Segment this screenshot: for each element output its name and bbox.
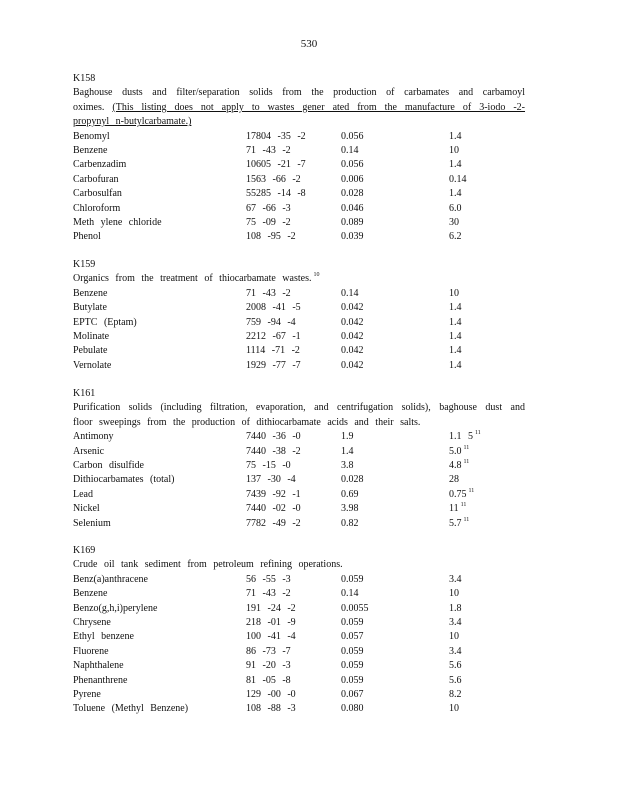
table-row	[73, 445, 525, 459]
cas-number: 759 -94 -4	[246, 316, 296, 328]
wastewater-standard: 0.028	[341, 474, 364, 486]
value-text: 11	[449, 503, 459, 515]
value-text: 1.8	[449, 602, 462, 614]
table-row	[73, 158, 525, 172]
value-text: 4.8	[449, 459, 462, 471]
footnote-ref: 11	[463, 444, 470, 451]
constituent-name: Benzene	[73, 145, 108, 156]
wastewater-standard: 0.059	[341, 573, 364, 585]
nonwastewater-standard	[449, 645, 462, 659]
constituent-table	[73, 130, 525, 245]
cas-number: 7440 -02 -0	[246, 503, 301, 515]
value-text: 3.4	[449, 616, 462, 628]
section-k158	[73, 72, 525, 245]
table-row	[73, 330, 525, 344]
constituent-name: Dithiocarbamates (total)	[73, 474, 175, 486]
constituent-name: EPTC (Eptam)	[73, 316, 137, 328]
constituent-name: Benzene	[73, 588, 108, 600]
value-text: 0.75	[449, 488, 467, 500]
nonwastewater-standard	[449, 287, 459, 301]
value-text: 1.4	[449, 159, 462, 171]
value-text: 5.7	[449, 517, 462, 529]
wastewater-standard: 0.039	[341, 231, 364, 243]
table-row	[73, 602, 525, 616]
value-text: 10	[449, 145, 459, 156]
cas-number: 1563 -66 -2	[246, 173, 301, 185]
nonwastewater-standard	[449, 488, 474, 502]
wastewater-standard: 0.0055	[341, 602, 369, 614]
value-text: 8.2	[449, 688, 462, 700]
cas-number: 75 -15 -0	[246, 459, 291, 471]
nonwastewater-standard	[449, 301, 462, 315]
cas-number: 67 -66 -3	[246, 202, 291, 214]
nonwastewater-standard	[449, 602, 462, 616]
nonwastewater-standard	[449, 173, 467, 187]
constituent-name: Fluorene	[73, 645, 109, 657]
cas-number: 71 -43 -2	[246, 145, 291, 156]
wastewater-standard: 0.056	[341, 159, 364, 171]
table-row	[73, 517, 525, 531]
value-text: 10	[449, 287, 459, 299]
table-row	[73, 344, 525, 358]
wastewater-standard: 0.046	[341, 202, 364, 214]
nonwastewater-standard	[449, 445, 469, 459]
cas-number: 108 -88 -3	[246, 703, 296, 715]
constituent-table	[73, 430, 525, 531]
table-row	[73, 587, 525, 601]
constituent-name: Toluene (Methyl Benzene)	[73, 703, 189, 715]
value-text: 28	[449, 474, 459, 486]
description-text: Baghouse dusts and filter/separation solids from the production of carbamates and carbamoyl oximes.	[73, 87, 525, 113]
table-row	[73, 674, 525, 688]
wastewater-standard: 0.028	[341, 188, 364, 200]
wastewater-standard: 0.059	[341, 674, 364, 686]
table-row	[73, 702, 525, 716]
constituent-name: Benz(a)anthracene	[73, 573, 148, 585]
constituent-name: Carbon disulfide	[73, 459, 144, 471]
section-k159	[73, 258, 525, 373]
constituent-name: Chloroform	[73, 202, 121, 214]
constituent-name: Arsenic	[73, 445, 105, 457]
nonwastewater-standard	[449, 473, 459, 487]
table-row	[73, 230, 525, 244]
value-text: 0.14	[449, 173, 467, 185]
value-text: 10	[449, 703, 459, 715]
wastewater-standard: 0.059	[341, 645, 364, 657]
nonwastewater-standard	[449, 688, 462, 702]
wastewater-standard: 0.042	[341, 345, 364, 357]
table-row	[73, 430, 525, 444]
constituent-name: Meth ylene chloride	[73, 216, 162, 228]
value-text: 5.6	[449, 660, 462, 672]
table-row	[73, 616, 525, 630]
nonwastewater-standard	[449, 573, 462, 587]
waste-description	[73, 272, 525, 286]
cas-number: 71 -43 -2	[246, 287, 291, 299]
constituent-name: Antimony	[73, 431, 114, 443]
table-row	[73, 488, 525, 502]
cas-number: 129 -00 -0	[246, 688, 296, 700]
value-text: 3.4	[449, 573, 462, 585]
cas-number: 7440 -36 -0	[246, 431, 301, 443]
cas-number: 7439 -92 -1	[246, 488, 301, 500]
nonwastewater-standard	[449, 630, 459, 644]
constituent-name: Naphthalene	[73, 660, 124, 672]
constituent-name: Carbofuran	[73, 173, 119, 185]
table-row	[73, 130, 525, 144]
footnote-ref: 11	[463, 458, 470, 465]
constituent-name: Molinate	[73, 330, 110, 342]
nonwastewater-standard	[449, 202, 462, 216]
table-row	[73, 688, 525, 702]
cas-number: 7440 -38 -2	[246, 445, 301, 457]
waste-description	[73, 401, 525, 430]
wastewater-standard: 0.080	[341, 703, 364, 715]
wastewater-standard: 0.059	[341, 660, 364, 672]
table-row	[73, 216, 525, 230]
nonwastewater-standard	[449, 587, 459, 601]
waste-code: K169	[73, 545, 96, 556]
value-text: 1.4	[449, 316, 462, 328]
nonwastewater-standard	[449, 158, 462, 172]
nonwastewater-standard	[449, 517, 469, 531]
constituent-name: Carbenzadim	[73, 159, 127, 171]
constituent-name: Vernolate	[73, 359, 112, 371]
value-text: 1.4	[449, 302, 462, 314]
wastewater-standard: 0.006	[341, 173, 364, 185]
constituent-name: Benzene	[73, 287, 108, 299]
table-row	[73, 316, 525, 330]
wastewater-standard: 0.059	[341, 616, 364, 628]
nonwastewater-standard	[449, 344, 462, 358]
nonwastewater-standard	[449, 187, 462, 201]
constituent-table	[73, 287, 525, 373]
description-text: Crude oil tank sediment from petroleum refining operations.	[73, 559, 343, 571]
constituent-name: Lead	[73, 488, 93, 500]
table-row	[73, 473, 525, 487]
cas-number: 71 -43 -2	[246, 588, 291, 600]
nonwastewater-standard	[449, 459, 469, 473]
constituent-name: Ethyl benzene	[73, 631, 134, 643]
cas-number: 191 -24 -2	[246, 602, 296, 614]
nonwastewater-standard	[449, 702, 459, 716]
section-k169	[73, 544, 525, 717]
footnote-ref: 10	[313, 272, 320, 279]
value-text: 6.0	[449, 202, 462, 214]
cas-number: 10605 -21 -7	[246, 159, 306, 171]
nonwastewater-standard	[449, 144, 459, 158]
cas-number: 1114 -71 -2	[246, 345, 300, 357]
nonwastewater-standard	[449, 430, 481, 444]
nonwastewater-standard	[449, 130, 462, 144]
value-text: 1.1 5	[449, 431, 473, 443]
wastewater-standard: 0.042	[341, 359, 364, 371]
table-row	[73, 287, 525, 301]
table-row	[73, 359, 525, 373]
cas-number: 81 -05 -8	[246, 674, 291, 686]
footnote-ref: 11	[463, 516, 470, 523]
cas-number: 17804 -35 -2	[246, 130, 306, 142]
nonwastewater-standard	[449, 316, 462, 330]
nonwastewater-standard	[449, 616, 462, 630]
waste-code: K161	[73, 388, 96, 399]
value-text: 1.4	[449, 330, 462, 342]
cas-number: 75 -09 -2	[246, 216, 291, 228]
cas-number: 218 -01 -9	[246, 616, 296, 628]
page-number: 530	[300, 38, 318, 50]
wastewater-standard: 0.14	[341, 287, 359, 299]
waste-code: K158	[73, 73, 96, 84]
nonwastewater-standard	[449, 502, 466, 516]
constituent-name: Phenol	[73, 231, 101, 243]
value-text: 5.0	[449, 445, 462, 457]
wastewater-standard: 1.4	[341, 445, 354, 457]
nonwastewater-standard	[449, 230, 462, 244]
constituent-name: Benomyl	[73, 130, 110, 142]
table-row	[73, 202, 525, 216]
table-row	[73, 301, 525, 315]
constituent-name: Carbosulfan	[73, 188, 122, 200]
constituent-name: Pyrene	[73, 688, 101, 700]
wastewater-standard: 3.98	[341, 503, 359, 515]
waste-description	[73, 86, 525, 129]
nonwastewater-standard	[449, 659, 462, 673]
constituent-name: Phenanthrene	[73, 674, 128, 686]
value-text: 1.4	[449, 359, 462, 371]
wastewater-standard: 0.057	[341, 631, 364, 643]
constituent-table	[73, 573, 525, 717]
cas-number: 55285 -14 -8	[246, 188, 306, 200]
constituent-name: Selenium	[73, 517, 111, 529]
value-text: 1.4	[449, 188, 462, 200]
table-row	[73, 659, 525, 673]
waste-description	[73, 558, 525, 572]
wastewater-standard: 1.9	[341, 431, 354, 443]
table-row	[73, 630, 525, 644]
table-row	[73, 173, 525, 187]
value-text: 30	[449, 216, 459, 228]
cas-number: 100 -41 -4	[246, 631, 296, 643]
table-row	[73, 645, 525, 659]
cas-number: 2212 -67 -1	[246, 330, 301, 342]
wastewater-standard: 0.69	[341, 488, 359, 500]
value-text: 6.2	[449, 231, 462, 243]
wastewater-standard: 0.089	[341, 216, 364, 228]
footnote-ref: 11	[468, 487, 475, 494]
table-row	[73, 573, 525, 587]
cas-number: 86 -73 -7	[246, 645, 291, 657]
cas-number: 2008 -41 -5	[246, 302, 301, 314]
nonwastewater-standard	[449, 216, 459, 230]
value-text: 1.4	[449, 345, 462, 357]
table-row	[73, 459, 525, 473]
section-k161	[73, 387, 525, 531]
value-text: 1.4	[449, 130, 462, 142]
constituent-name: Chrysene	[73, 616, 111, 628]
wastewater-standard: 0.14	[341, 588, 359, 600]
nonwastewater-standard	[449, 359, 462, 373]
cas-number: 91 -20 -3	[246, 660, 291, 672]
wastewater-standard: 0.067	[341, 688, 364, 700]
cas-number: 137 -30 -4	[246, 474, 296, 486]
table-row	[73, 187, 525, 201]
constituent-name: Nickel	[73, 503, 100, 515]
footnote-ref: 11	[475, 430, 481, 437]
value-text: 10	[449, 588, 459, 600]
wastewater-standard: 0.056	[341, 130, 364, 142]
wastewater-standard: 0.042	[341, 302, 364, 314]
wastewater-standard: 0.042	[341, 316, 364, 328]
description-text: Purification solids (including filtration, evaporation, and centrifugation solids), baghouse dust and floor sweepings from the production of dithiocarbamate acids and their salts.	[73, 402, 525, 428]
table-row	[73, 502, 525, 516]
cas-number: 56 -55 -3	[246, 573, 291, 585]
description-text: Organics from the treatment of thiocarbamate wastes.	[73, 273, 312, 285]
wastewater-standard: 3.8	[341, 459, 354, 471]
table-row	[73, 144, 525, 158]
constituent-name: Benzo(g,h,i)perylene	[73, 602, 158, 614]
nonwastewater-standard	[449, 674, 462, 688]
cas-number: 108 -95 -2	[246, 231, 296, 243]
wastewater-standard: 0.14	[341, 145, 359, 156]
cas-number: 1929 -77 -7	[246, 359, 301, 371]
constituent-name: Butylate	[73, 302, 107, 314]
value-text: 10	[449, 631, 459, 643]
footnote-ref: 11	[460, 502, 467, 509]
description-note: (This listing does not apply to wastes gener ated from the manufacture of 3-iodo -2-propynyl n-butylcarbamate.)	[73, 101, 526, 128]
wastewater-standard: 0.042	[341, 330, 364, 342]
constituent-name: Pebulate	[73, 345, 108, 357]
waste-code: K159	[73, 259, 96, 270]
value-text: 5.6	[449, 674, 462, 686]
cas-number: 7782 -49 -2	[246, 517, 301, 529]
value-text: 3.4	[449, 645, 462, 657]
nonwastewater-standard	[449, 330, 462, 344]
wastewater-standard: 0.82	[341, 517, 359, 529]
